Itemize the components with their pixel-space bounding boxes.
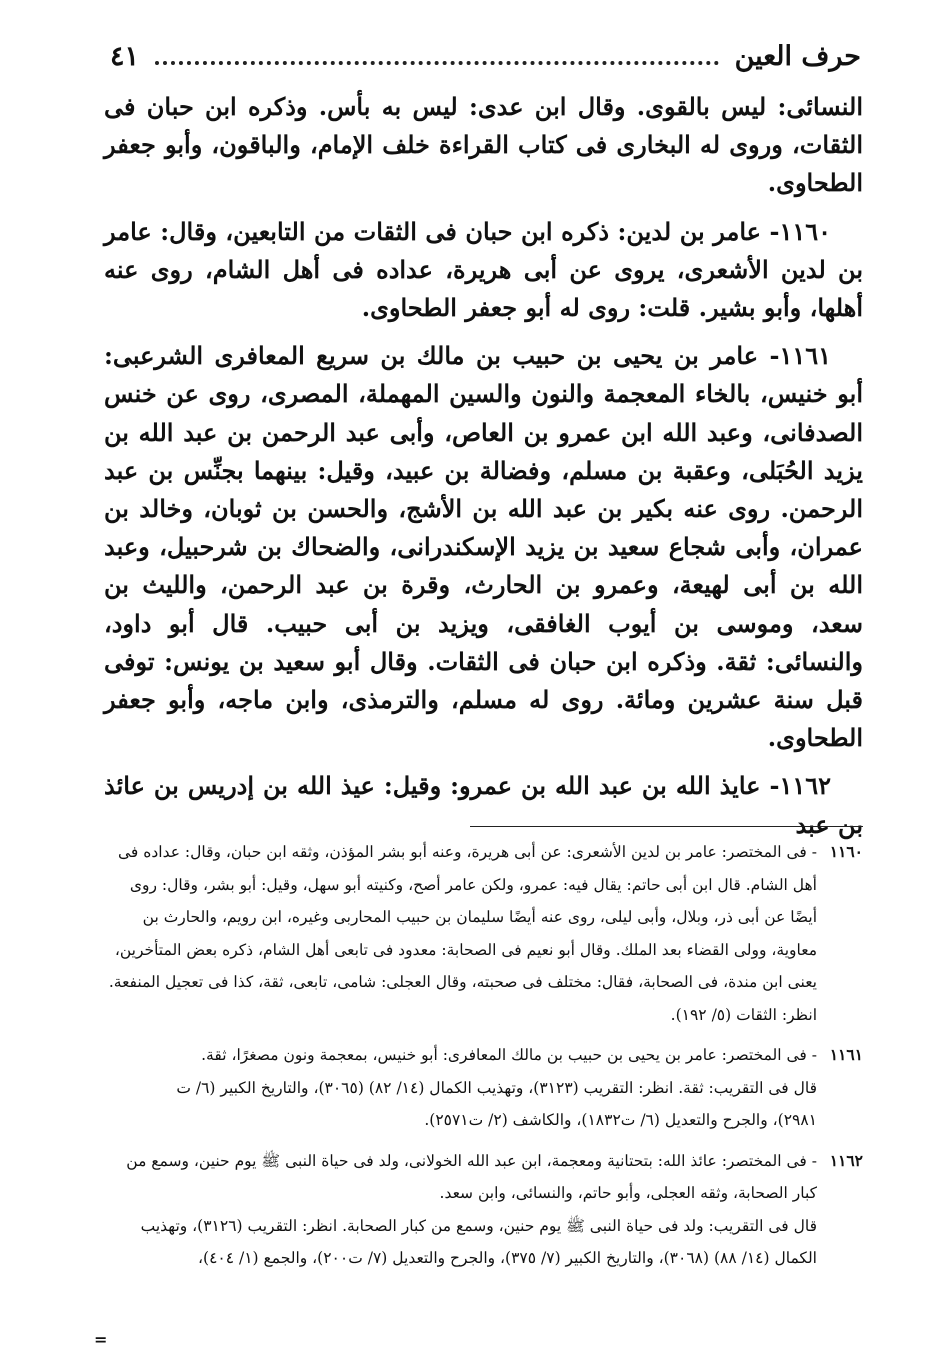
footnote-1160 [104,836,863,1031]
footnote-line: كبار الصحابة، وثقه العجلى، وأبو حاتم، والنسائى، وابن سعد. [439,1184,817,1202]
footnote-separator [470,826,863,827]
page-header [110,34,861,78]
continuation-mark: = [94,1330,108,1349]
footnote-line: يعنى ابن مندة، فى الصحابة، فقال: مختلف فى صحبته، وقال العجلى: شامى، تابعى، ثقة، كذا فى تعجيل المنفعة. [108,973,817,991]
footnote-line: الكمال (١٤/ ٨٨) (٣٠٦٨)، والتاريخ الكبير (٧/ ٣٧٥)، والجرح والتعديل (٧/ ت٢٠٠)، والجمع (١/ ٤٠٤)، [198,1249,817,1267]
footnote-line: - فى المختصر: عامر بن لدين الأشعرى: عن أبى هريرة، وعنه أبو بشر المؤذن، وثقه ابن حبان، وقال: عداده فى [117,843,817,861]
footnote-line: أهل الشام. قال ابن أبى حاتم: يقال فيه: عمرو، ولكن عامر أصح، وكنيته أبو سهل، وقيل: أبو بشر، وقال: روى [129,875,817,894]
footnote-line: - فى المختصر: عائذ الله: بتحتانية ومعجمة، ابن عبد الله الخولانى، ولد فى حياة النبى ﷺ يوم حنين، وسمع من [126,1151,817,1170]
footnote-line: معاوية، وولى القضاء بعد الملك. وقال أبو نعيم فى الصحابة: معدود فى تابعى أهل الشام، ذكره بعض المتأخرين، [114,940,817,959]
footnote-line: ٢٩٨١)، والجرح والتعديل (٦/ ت١٨٣٢)، والكاشف (٢/ ت٢٥٧١). [424,1111,817,1129]
footnote-1162 [104,1145,863,1275]
footnote-text [104,836,817,1031]
footnotes [104,836,863,1283]
page-number: ٤١ [110,40,140,72]
footnote-number: ١١٦٢ [829,1150,863,1170]
leader-dots [155,47,719,65]
footnote-line: أيضًا عن أبى ذر، وبلال، وأبى ليلى، روى عنه أيضًا سليمان بن حبيب المحاربى وغيره، ابن رويم، والحارث بن [142,908,817,926]
main-text [104,88,863,854]
chapter-title: حرف العين [734,40,861,72]
footnote-number: ١١٦٠ [829,842,863,861]
footnote-line: انظر: الثقات (٥/ ١٩٢). [670,1005,817,1024]
footnote-number: ١١٦١ [829,1045,863,1064]
footnote-line: قال فى التقريب: ولد فى حياة النبى ﷺ يوم حنين، وسمع من كبار الصحابة. انظر: التقريب (٣١٢٦)، وتهذيب [140,1216,817,1235]
footnote-line: - فى المختصر: عامر بن يحيى بن حبيب بن مالك المعافرى: أبو خنيس، بمعجمة ونون مصغرًا، ثقة. [201,1046,817,1064]
footnote-text [104,1039,817,1137]
entry-1161: ١١٦١- عامر بن يحيى بن حبيب بن مالك بن سريع المعافرى الشرعبى: أبو خنيس، بالخاء المعجمة والنون والسين المهملة، المصرى، روى عن خنس الصدفانى، وعبد الله ابن عمرو بن العاص، وأبى عبد الرحمن بن عبد الله بن يزيد الحُبَلى، وعقبة بن مسلم، وفضالة بن عبيد، وقيل: بينهما بجنِّس بن عبد الرحمن. روى عنه بكير بن عبد الله بن الأشج، والحسن بن ثوبان، وخالد بن عمران، وأبى شجاع سعيد بن يزيد الإسكندرانى، والضحاك بن شرحبيل، وعبد الله بن أبى لهيعة، وعمرو بن الحارث، وقرة بن عبد الرحمن، والليث بن سعد، وموسى بن أيوب الغافقى، ويزيد بن أبى حبيب. قال أبو داود، والنسائى: ثقة. وذكره ابن حبان فى الثقات. وقال أبو سعيد بن يونس: توفى قبل سنة عشرين ومائة. روى له مسلم، والترمذى، وابن ماجه، وأبو جعفر الطحاوى. [104,341,864,753]
footnote-line: قال فى التقريب: ثقة. انظر: التقريب (٣١٢٣)، وتهذيب الكمال (١٤/ ٨٢) (٣٠٦٥)، والتاريخ الكبير (٦/ ت [176,1078,817,1097]
entry-1160: ١١٦٠- عامر بن لدين: ذكره ابن حبان فى الثقات من التابعين، وقال: عامر بن لدين الأشعرى، يروى عن أبى هريرة، عداده فى أهل الشام، روى عنه أهلها، وأبو بشير. قلت: روى له أبو جعفر الطحاوى. [104,216,863,323]
entry-1162: ١١٦٢- عايذ الله بن عبد الله بن عمرو: وقيل: عيذ الله بن إدريس بن عائذ بن عبد [104,771,863,839]
footnote-1161 [104,1039,863,1137]
footnote-text [104,1145,817,1275]
paragraph-continuation: النسائى: ليس بالقوى. وقال ابن عدى: ليس به بأس. وذكره ابن حبان فى الثقات، وروى له البخارى فى كتاب القراءة خلف الإمام، والباقون، وأبو جعفر الطحاوى. [104,92,863,198]
